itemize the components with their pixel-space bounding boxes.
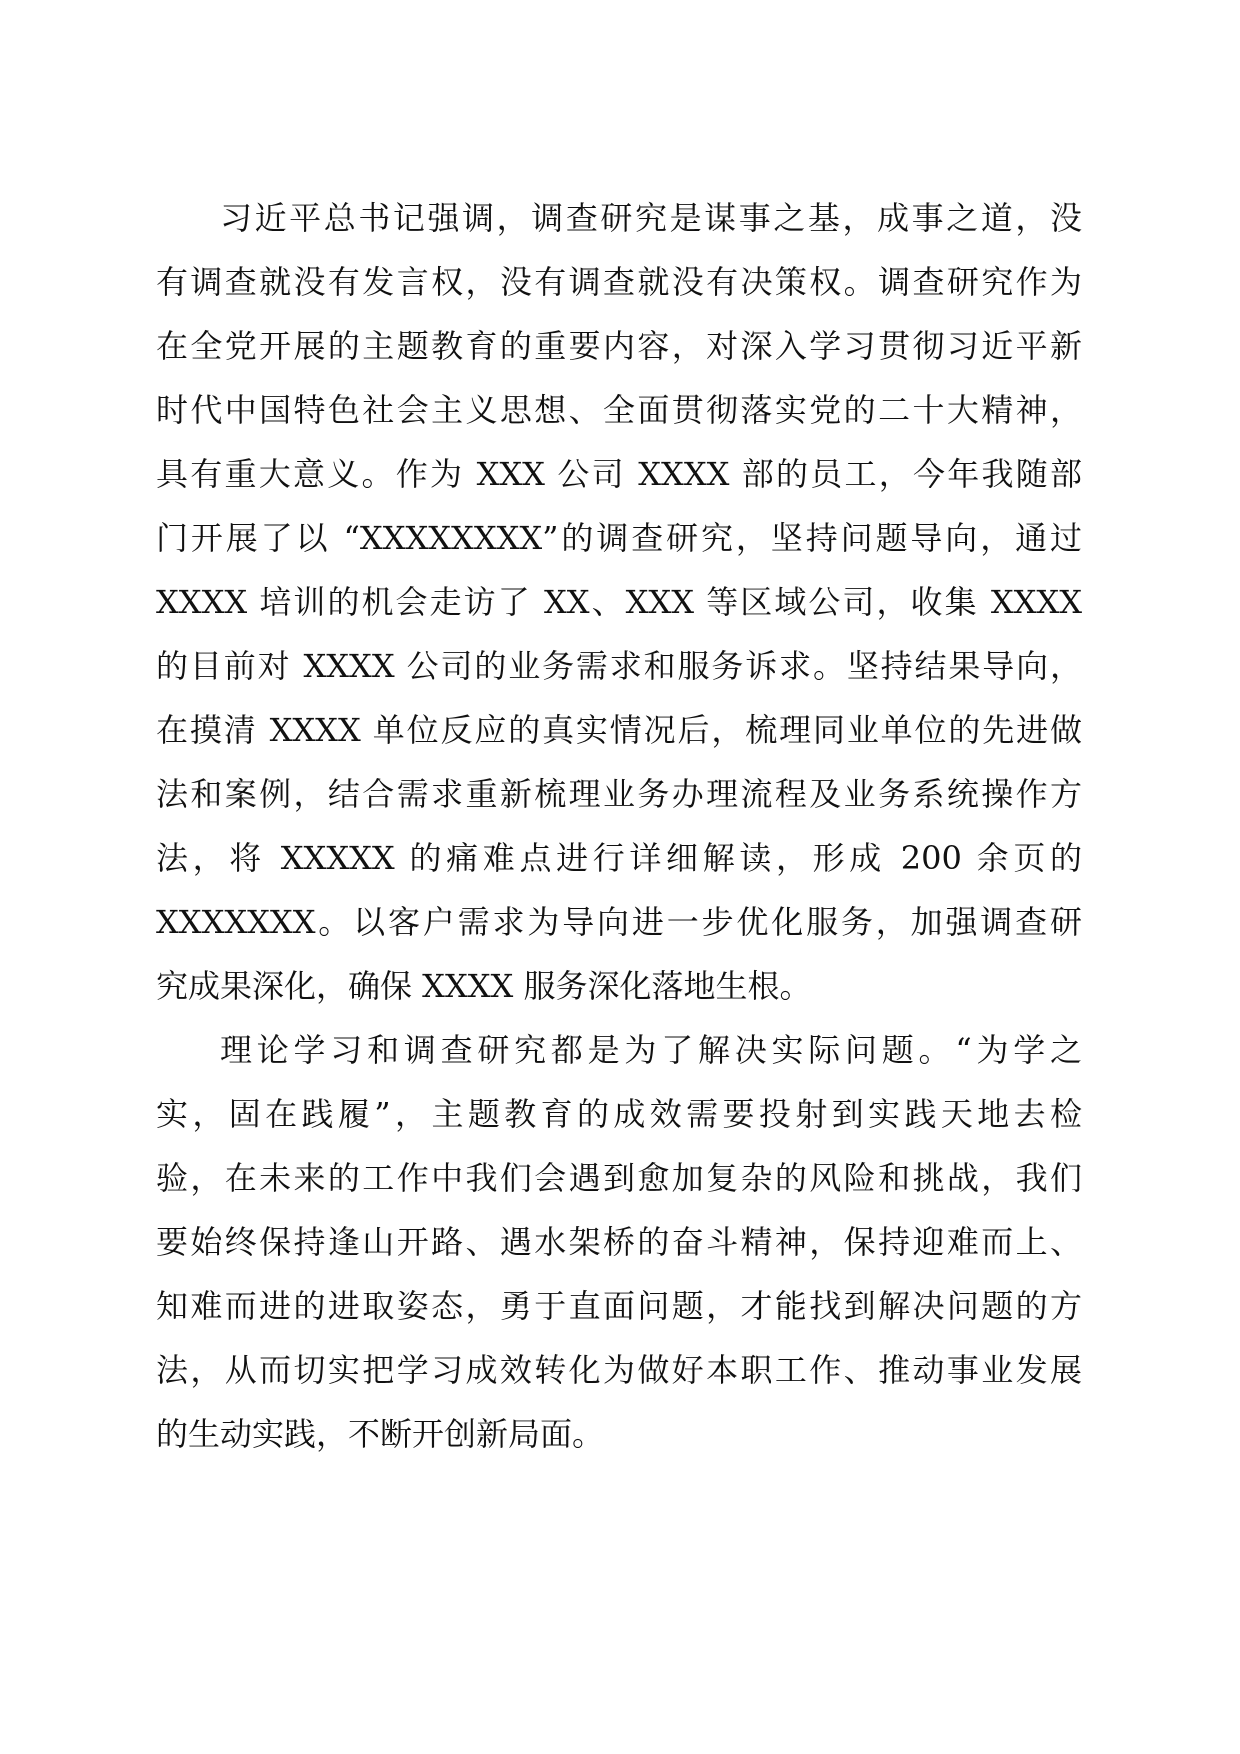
text-line: 究成果深化，确保 XXXX 服务深化落地生根。 (156, 967, 812, 1005)
text-line: 知难而进的进取姿态，勇于直面问题，才能找到解决问题的方 (156, 1287, 1082, 1325)
text-line: XXXXXXX。以客户需求为导向进一步优化服务，加强调查研 (156, 903, 1082, 941)
text-line: 实，固在践履”，主题教育的成效需要投射到实践天地去检 (156, 1095, 1082, 1133)
text-line: 在全党开展的主题教育的重要内容，对深入学习贯彻习近平新 (156, 327, 1082, 365)
text-line: 有调查就没有发言权，没有调查就没有决策权。调查研究作为 (156, 263, 1082, 301)
text-line: 习近平总书记强调，调查研究是谋事之基，成事之道，没 (220, 199, 1082, 237)
text-line: 在摸清 XXXX 单位反应的真实情况后，梳理同业单位的先进做 (156, 711, 1082, 749)
paragraph-2 (156, 1018, 1082, 1466)
text-line: 时代中国特色社会主义思想、全面贯彻落实党的二十大精神， (156, 391, 1082, 429)
text-line: 的目前对 XXXX 公司的业务需求和服务诉求。坚持结果导向， (156, 647, 1082, 685)
paragraph-1 (156, 186, 1082, 1018)
text-line: 具有重大意义。作为 XXX 公司 XXXX 部的员工，今年我随部 (156, 455, 1082, 493)
text-line: 的生动实践，不断开创新局面。 (156, 1415, 605, 1453)
text-line: XXXX 培训的机会走访了 XX、XXX 等区域公司，收集 XXXX (156, 583, 1082, 621)
body-text (156, 186, 1082, 1466)
text-line: 门开展了以 “XXXXXXXX”的调查研究，坚持问题导向，通过 (156, 519, 1082, 557)
text-line: 法，从而切实把学习成效转化为做好本职工作、推动事业发展 (156, 1351, 1082, 1389)
text-line: 法，将 XXXXX 的痛难点进行详细解读，形成 200 余页的 (156, 839, 1082, 877)
text-line: 要始终保持逢山开路、遇水架桥的奋斗精神，保持迎难而上、 (156, 1223, 1082, 1261)
text-line: 理论学习和调查研究都是为了解决实际问题。“为学之 (220, 1031, 1082, 1069)
text-line: 法和案例，结合需求重新梳理业务办理流程及业务系统操作方 (156, 775, 1082, 813)
text-line: 验，在未来的工作中我们会遇到愈加复杂的风险和挑战，我们 (156, 1159, 1082, 1197)
